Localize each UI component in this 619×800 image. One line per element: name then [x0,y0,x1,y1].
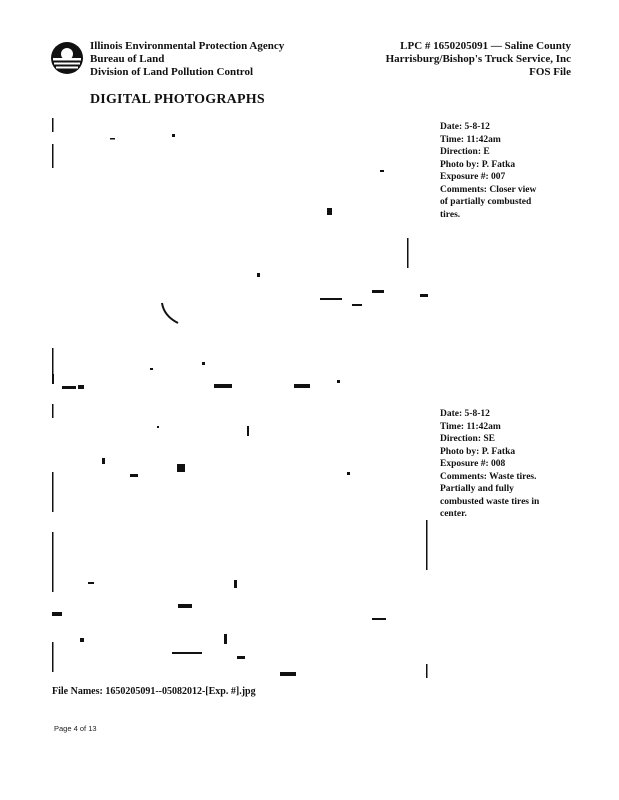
division-name: Division of Land Pollution Control [90,66,253,78]
site-info-block [386,40,571,79]
caption-line: Time: 11:42am [440,134,501,145]
caption-line: Date: 5-8-12 [440,122,490,132]
agency-name: Illinois Environmental Protection Agency [90,40,285,52]
caption-line: Photo by: P. Fatka [440,446,516,457]
caption-line: Exposure #: 008 [440,459,506,469]
caption-line: Comments: Waste tires. [440,471,537,482]
page-title: DIGITAL PHOTOGRAPHS [90,92,265,107]
file-type: FOS File [529,66,571,78]
photo-caption-007 [440,121,570,221]
photo-caption-008 [440,408,570,521]
file-names: File Names: 1650205091--05082012-[Exp. #].jpg [52,686,256,697]
page-number: Page 4 of 13 [54,724,97,733]
illinois-epa-logo-icon [50,41,84,75]
caption-line: of partially combusted [440,197,532,207]
lpc-number: LPC # 1650205091 — Saline County [400,40,571,52]
agency-block [90,40,284,79]
photo-exposure-007 [52,118,428,396]
bureau-name: Bureau of Land [90,53,165,65]
caption-line: Direction: SE [440,434,495,444]
caption-line: center. [440,509,467,519]
caption-line: Partially and fully [440,484,514,494]
caption-line: Time: 11:42am [440,421,501,432]
caption-line: combusted waste tires in [440,496,540,507]
caption-line: Date: 5-8-12 [440,409,490,419]
caption-line: Exposure #: 007 [440,172,506,182]
caption-line: Comments: Closer view [440,184,537,195]
caption-line: tires. [440,209,461,220]
caption-line: Direction: E [440,147,490,157]
site-name: Harrisburg/Bishop's Truck Service, Inc [385,53,571,65]
photo-exposure-008 [52,402,428,680]
caption-line: Photo by: P. Fatka [440,159,516,170]
